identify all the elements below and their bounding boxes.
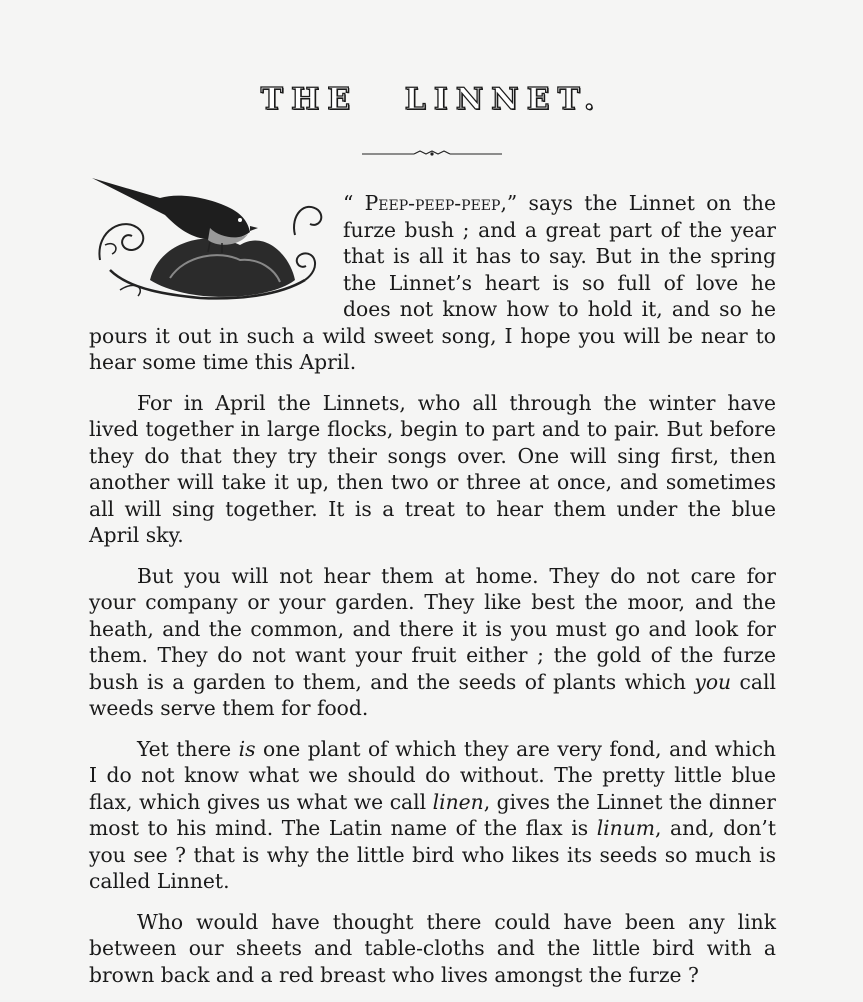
italic-word: is [238, 736, 256, 761]
paragraph-text: For in April the Linnets, who all through the winter have lived together in large flocks, begin to part and to pair. But before they do that they try their songs over. One will sing first, then another will take it up, then two or three at once, and sometimes all will sing together. It is a treat to hear them under the blue April sky. [89, 390, 776, 547]
paragraph-text: one plant of which they are very fond, and which I do not know what we should do without. The pretty little blue flax, which gives us what we call [89, 736, 776, 814]
paragraph-4 [89, 736, 776, 895]
italic-word: you [694, 669, 732, 694]
paragraph-text: But you will not hear them at home. They do not care for your company or your garden. They like best the moor, and the heath, and the common, and there it is you must go and look for them. They do not want your fruit either ; the gold of the furze bush is a garden to them, and the seeds of plants which [89, 563, 776, 694]
italic-word: linen [432, 789, 484, 814]
paragraph-text: Who would have thought there could have been any link between our sheets and table-cloths and the little bird with a brown back and a red breast who lives amongst the furze ? [89, 909, 776, 987]
paragraph-text: ,” says the Linnet on the furze bush ; and a great part of the year that is all it has to say. But in the spring the Linnet’s heart is so full of love he does not know how to hold it, and so he pours it out in such a wild sweet song, I hope you will be near to hear some time this April. [89, 191, 776, 374]
paragraph-text: , and, don’t you see ? that is why the little bird who likes its seeds so much is called Linnet. [89, 816, 777, 893]
page-title: THE LINNET. [260, 82, 603, 117]
paragraph-5 [89, 909, 776, 989]
opening-quote: “ [343, 191, 365, 215]
paragraph-2 [89, 390, 776, 549]
paragraph-text: , gives the Linnet the dinner most to his mind. The Latin name of the flax is [89, 789, 776, 840]
illustration-spacer [89, 190, 343, 322]
article-body [89, 190, 776, 1002]
title-ornament-divider [362, 148, 502, 160]
paragraph-text: Yet there [137, 736, 239, 761]
paragraph-3 [89, 563, 776, 722]
paragraph-text: call weeds serve them for food. [89, 669, 776, 720]
peep-call-text: Peep-peep-peep [364, 191, 501, 215]
italic-word: linum [596, 816, 656, 840]
